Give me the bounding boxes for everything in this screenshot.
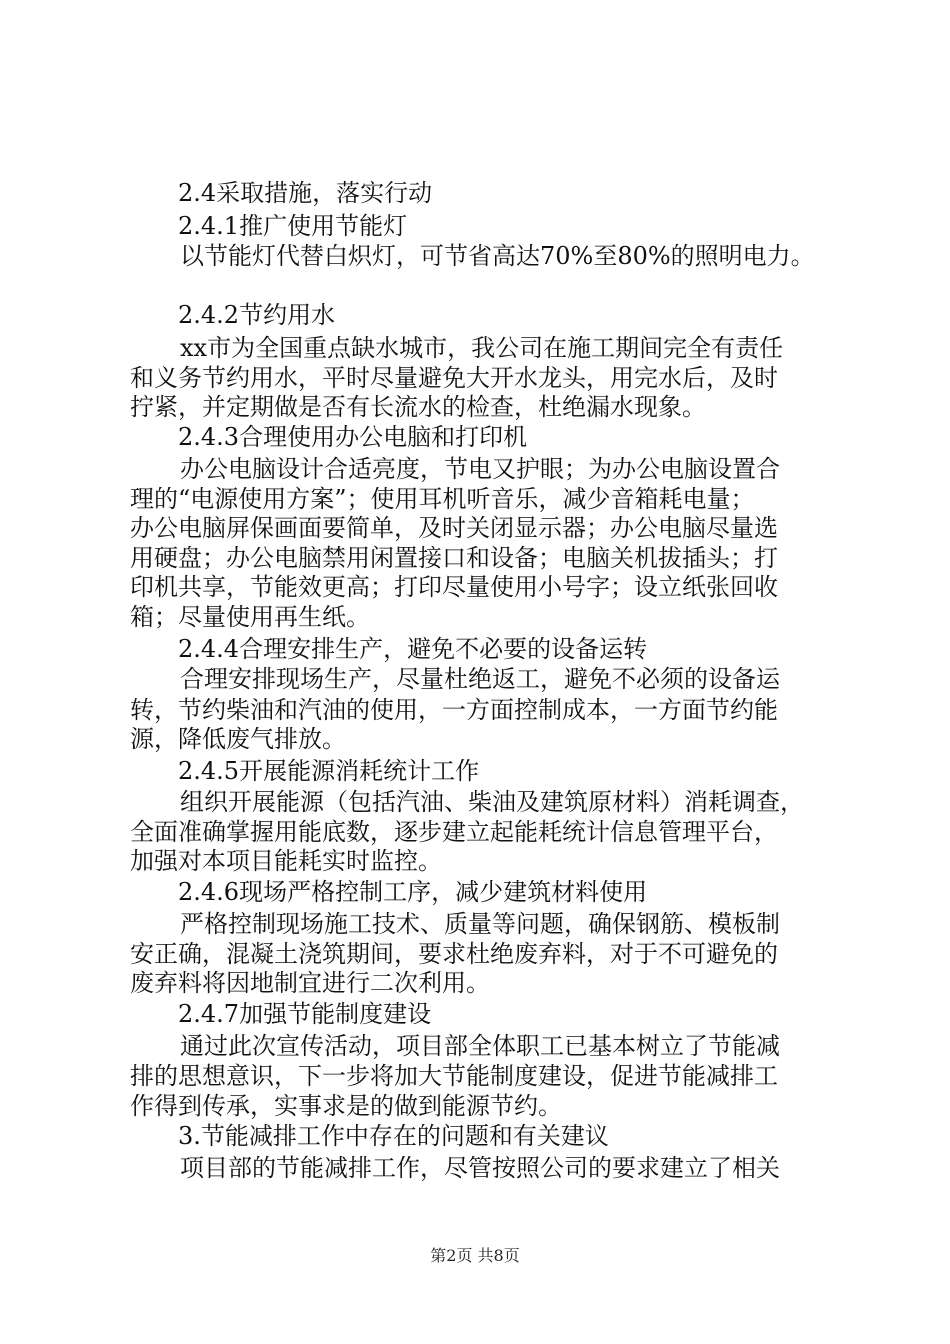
paragraph-line: 用硬盘；办公电脑禁用闲置接口和设备；电脑关机拔插头；打: [130, 544, 778, 572]
subsection-heading: 2.4.3合理使用办公电脑和打印机: [178, 423, 528, 451]
paragraph-line: 箱；尽量使用再生纸。: [130, 603, 370, 631]
paragraph-line: 以节能灯代替白炽灯，可节省高达70%至80%的照明电力。: [180, 242, 815, 270]
subsection-heading: 2.4.7加强节能制度建设: [178, 1000, 432, 1028]
paragraph-line: 作得到传承，实事求是的做到能源节约。: [130, 1092, 562, 1120]
paragraph-line: 和义务节约用水，平时尽量避免大开水龙头，用完水后，及时: [130, 364, 778, 392]
subsection-heading: 2.4.2节约用水: [178, 301, 336, 329]
paragraph-line: 办公电脑屏保画面要简单，及时关闭显示器；办公电脑尽量选: [130, 514, 778, 542]
paragraph-line: 严格控制现场施工技术、质量等问题，确保钢筋、模板制: [180, 910, 780, 938]
paragraph-line: 通过此次宣传活动，项目部全体职工已基本树立了节能减: [180, 1032, 780, 1060]
paragraph-line: 排的思想意识，下一步将加大节能制度建设，促进节能减排工: [130, 1062, 778, 1090]
subsection-heading: 2.4.4合理安排生产，避免不必要的设备运转: [178, 635, 648, 663]
subsection-heading: 2.4.5开展能源消耗统计工作: [178, 757, 480, 785]
section-heading: 3.节能减排工作中存在的问题和有关建议: [178, 1122, 609, 1150]
page-number: 第2页 共8页: [430, 1246, 520, 1265]
paragraph-line: 加强对本项目能耗实时监控。: [130, 847, 442, 875]
paragraph-line: 安正确，混凝土浇筑期间，要求杜绝废弃料，对于不可避免的: [130, 940, 778, 968]
paragraph-line: 理的“电源使用方案”；使用耳机听音乐，减少音箱耗电量；: [130, 485, 755, 513]
section-heading: 2.4采取措施，落实行动: [178, 179, 433, 207]
paragraph-line: 项目部的节能减排工作，尽管按照公司的要求建立了相关: [180, 1154, 780, 1182]
paragraph-line: 拧紧，并定期做是否有长流水的检查，杜绝漏水现象。: [130, 393, 706, 421]
paragraph-line: 办公电脑设计合适亮度，节电又护眼；为办公电脑设置合: [180, 455, 780, 483]
paragraph-line: 源，降低废气排放。: [130, 725, 346, 753]
paragraph-line: xx市为全国重点缺水城市，我公司在施工期间完全有责任: [180, 334, 784, 362]
paragraph-line: 组织开展能源（包括汽油、柴油及建筑原材料）消耗调查，: [180, 788, 804, 816]
subsection-heading: 2.4.1推广使用节能灯: [178, 212, 408, 240]
paragraph-line: 合理安排现场生产，尽量杜绝返工，避免不必须的设备运: [180, 665, 780, 693]
subsection-heading: 2.4.6现场严格控制工序，减少建筑材料使用: [178, 878, 648, 906]
paragraph-line: 全面准确掌握用能底数，逐步建立起能耗统计信息管理平台，: [130, 818, 778, 846]
paragraph-line: 转，节约柴油和汽油的使用，一方面控制成本，一方面节约能: [130, 696, 778, 724]
paragraph-line: 印机共享，节能效更高；打印尽量使用小号字；设立纸张回收: [130, 573, 778, 601]
paragraph-line: 废弃料将因地制宜进行二次利用。: [130, 969, 490, 997]
